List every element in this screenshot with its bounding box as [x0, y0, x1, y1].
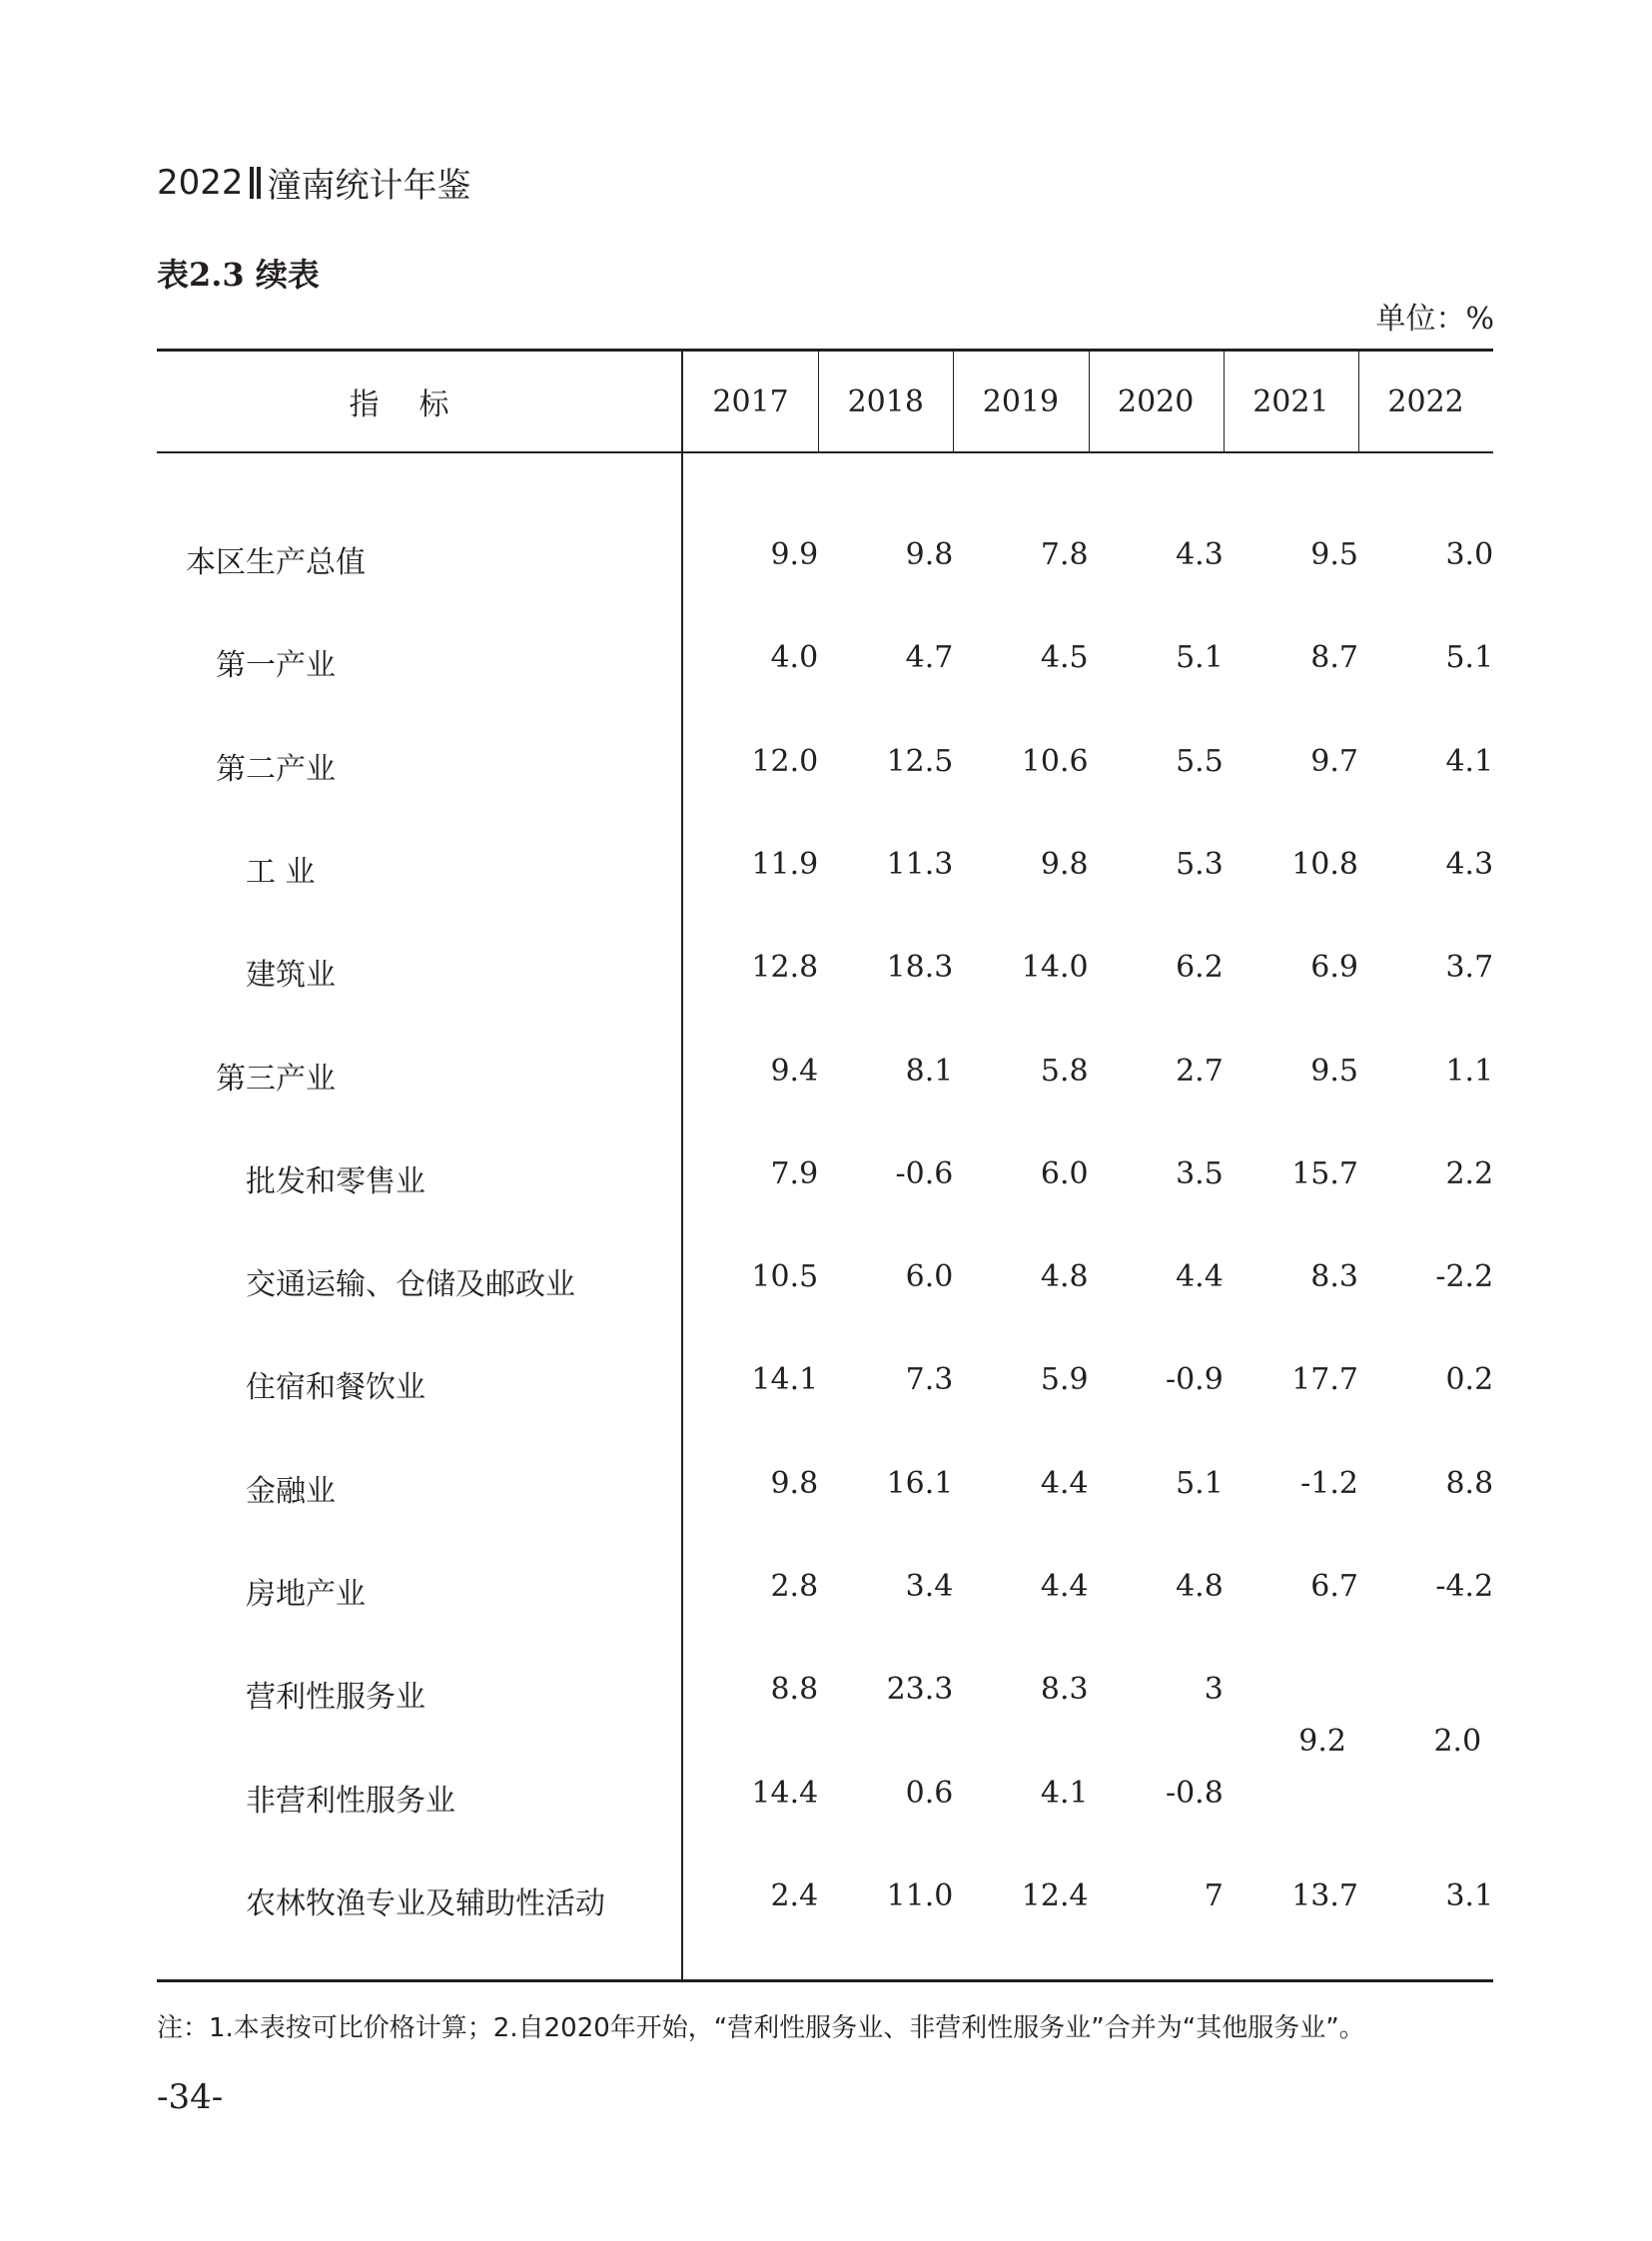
table-cell: 12.4	[1021, 1877, 1089, 1913]
table-cell: 5.1	[1176, 1465, 1224, 1501]
table-cell: 10.6	[1021, 743, 1089, 779]
table-cell: -4.2	[1435, 1569, 1494, 1604]
running-head	[157, 158, 471, 207]
page-number: -34-	[157, 2077, 224, 2117]
table-cell: 4.8	[1040, 1259, 1089, 1295]
table-cell: 4.0	[770, 640, 819, 676]
table-cell: 8.3	[1310, 1259, 1358, 1295]
table-cell: 6.7	[1310, 1569, 1358, 1604]
table-cell: 13.7	[1291, 1877, 1358, 1913]
table-cell: 5.9	[1040, 1362, 1089, 1398]
running-head-separator	[250, 167, 254, 199]
table-cell: 10.8	[1291, 846, 1358, 882]
table-cell: 7.9	[770, 1155, 819, 1191]
table-cell: 7	[1204, 1877, 1224, 1913]
row-label: 交通运输、仓储及邮政业	[246, 1267, 575, 1303]
table-cell: 8.7	[1310, 640, 1358, 676]
table-cell: -0.8	[1165, 1775, 1224, 1811]
row-label: 本区生产总值	[186, 545, 366, 580]
table-bottom-rule	[157, 1979, 1493, 1982]
table-cell: 9.8	[770, 1465, 819, 1501]
table-cell: 16.1	[886, 1465, 954, 1501]
table-cell: 14.1	[751, 1362, 819, 1398]
table-cell: 6.2	[1176, 950, 1224, 986]
table-cell: 3	[1204, 1672, 1224, 1708]
row-label: 农林牧渔专业及辅助性活动	[246, 1885, 605, 1921]
table-cell: 4.4	[1040, 1465, 1089, 1501]
table-cell: 7.8	[1040, 537, 1089, 572]
table-cell: 2.2	[1445, 1155, 1494, 1191]
header-column-divider	[1224, 351, 1225, 452]
year-header-2022: 2022	[1387, 383, 1464, 419]
table-cell: 14.4	[751, 1775, 819, 1811]
year-header-2019: 2019	[982, 383, 1060, 419]
table-cell: 5.1	[1176, 640, 1224, 676]
row-label: 建筑业	[246, 958, 336, 994]
table-cell: 5.8	[1040, 1053, 1089, 1089]
table-cell: 2.7	[1176, 1053, 1224, 1089]
table-title: 表2.3 续表	[157, 256, 320, 294]
table-cell: 0.2	[1445, 1362, 1494, 1398]
row-label: 第三产业	[216, 1061, 336, 1097]
table-cell: 18.3	[886, 950, 954, 986]
table-cell: 2.4	[770, 1877, 819, 1913]
running-head-book-title: 潼南统计年鉴	[267, 166, 471, 206]
table-cell: 4.3	[1445, 846, 1494, 882]
table-cell: 4.3	[1176, 537, 1224, 572]
table-cell: 8.3	[1040, 1672, 1089, 1708]
table-cell: -2.2	[1435, 1259, 1494, 1295]
table-footnote: 注：1.本表按可比价格计算；2.自2020年开始，“营利性服务业、非营利性服务业”合并为“其他服务业”。	[157, 2013, 1365, 2043]
table-cell: 11.9	[751, 846, 819, 882]
table-cell: 4.7	[905, 640, 954, 676]
table-cell: 5.1	[1445, 640, 1494, 676]
row-label: 非营利性服务业	[246, 1783, 455, 1819]
merged-cell-2021: 9.2	[1298, 1723, 1346, 1759]
table-cell: 8.1	[905, 1053, 954, 1089]
table-cell: -1.2	[1300, 1465, 1358, 1501]
row-label: 营利性服务业	[246, 1680, 425, 1716]
table-cell: 8.8	[770, 1672, 819, 1708]
table-cell: 6.0	[905, 1259, 954, 1295]
row-label: 金融业	[246, 1473, 336, 1509]
table-cell: 4.5	[1040, 640, 1089, 676]
table-cell: 12.0	[751, 743, 819, 779]
header-column-divider	[818, 351, 819, 452]
table-cell: 3.4	[905, 1569, 954, 1604]
table-cell: 2.8	[770, 1569, 819, 1604]
row-label: 第一产业	[216, 648, 336, 684]
label-column-header: 指标	[349, 387, 489, 422]
table-cell: 5.3	[1176, 846, 1224, 882]
table-cell: 4.1	[1445, 743, 1494, 779]
table-cell: 6.0	[1040, 1155, 1089, 1191]
table-cell: 10.5	[751, 1259, 819, 1295]
table-cell: 8.8	[1445, 1465, 1494, 1501]
table-cell: 9.4	[770, 1053, 819, 1089]
running-head-year: 2022	[157, 162, 244, 203]
table-cell: 9.5	[1310, 1053, 1358, 1089]
year-header-2020: 2020	[1118, 383, 1195, 419]
table-cell: 9.9	[770, 537, 819, 572]
table-cell: 17.7	[1291, 1362, 1358, 1398]
year-header-2021: 2021	[1252, 383, 1329, 419]
table-cell: 4.4	[1176, 1259, 1224, 1295]
table-cell: 15.7	[1291, 1155, 1358, 1191]
table-cell: 14.0	[1021, 950, 1089, 986]
table-cell: 3.1	[1445, 1877, 1494, 1913]
table-cell: 1.1	[1445, 1053, 1494, 1089]
header-column-divider	[953, 351, 954, 452]
table-cell: 3.7	[1445, 950, 1494, 986]
row-label: 批发和零售业	[246, 1163, 425, 1199]
table-cell: 12.5	[886, 743, 954, 779]
year-header-2017: 2017	[712, 383, 789, 419]
table-cell: -0.6	[895, 1155, 954, 1191]
table-cell: 11.3	[886, 846, 954, 882]
table-cell: 9.5	[1310, 537, 1358, 572]
row-label: 工 业	[246, 854, 316, 890]
table-cell: 23.3	[886, 1672, 954, 1708]
row-label: 第二产业	[216, 751, 336, 787]
table-cell: 9.8	[1040, 846, 1089, 882]
table-cell: 6.9	[1310, 950, 1358, 986]
table-cell: 3.0	[1445, 537, 1494, 572]
table-cell: 12.8	[751, 950, 819, 986]
table-cell: -0.9	[1165, 1362, 1224, 1398]
table-cell: 9.7	[1310, 743, 1358, 779]
table-unit: 单位：%	[1375, 302, 1494, 337]
year-header-2018: 2018	[847, 383, 924, 419]
table-cell: 9.8	[905, 537, 954, 572]
table-cell: 4.4	[1040, 1569, 1089, 1604]
header-column-divider	[1358, 351, 1359, 452]
table-cell: 3.5	[1176, 1155, 1224, 1191]
table-cell: 11.0	[886, 1877, 954, 1913]
row-label: 住宿和餐饮业	[246, 1370, 425, 1406]
merged-cell-2022: 2.0	[1433, 1723, 1482, 1759]
row-label: 房地产业	[246, 1577, 366, 1612]
table-cell: 4.1	[1040, 1775, 1089, 1811]
table-cell: 5.5	[1176, 743, 1224, 779]
table-cell: 4.8	[1176, 1569, 1224, 1604]
table-cell: 0.6	[905, 1775, 954, 1811]
header-column-divider	[1089, 351, 1090, 452]
table-cell: 7.3	[905, 1362, 954, 1398]
